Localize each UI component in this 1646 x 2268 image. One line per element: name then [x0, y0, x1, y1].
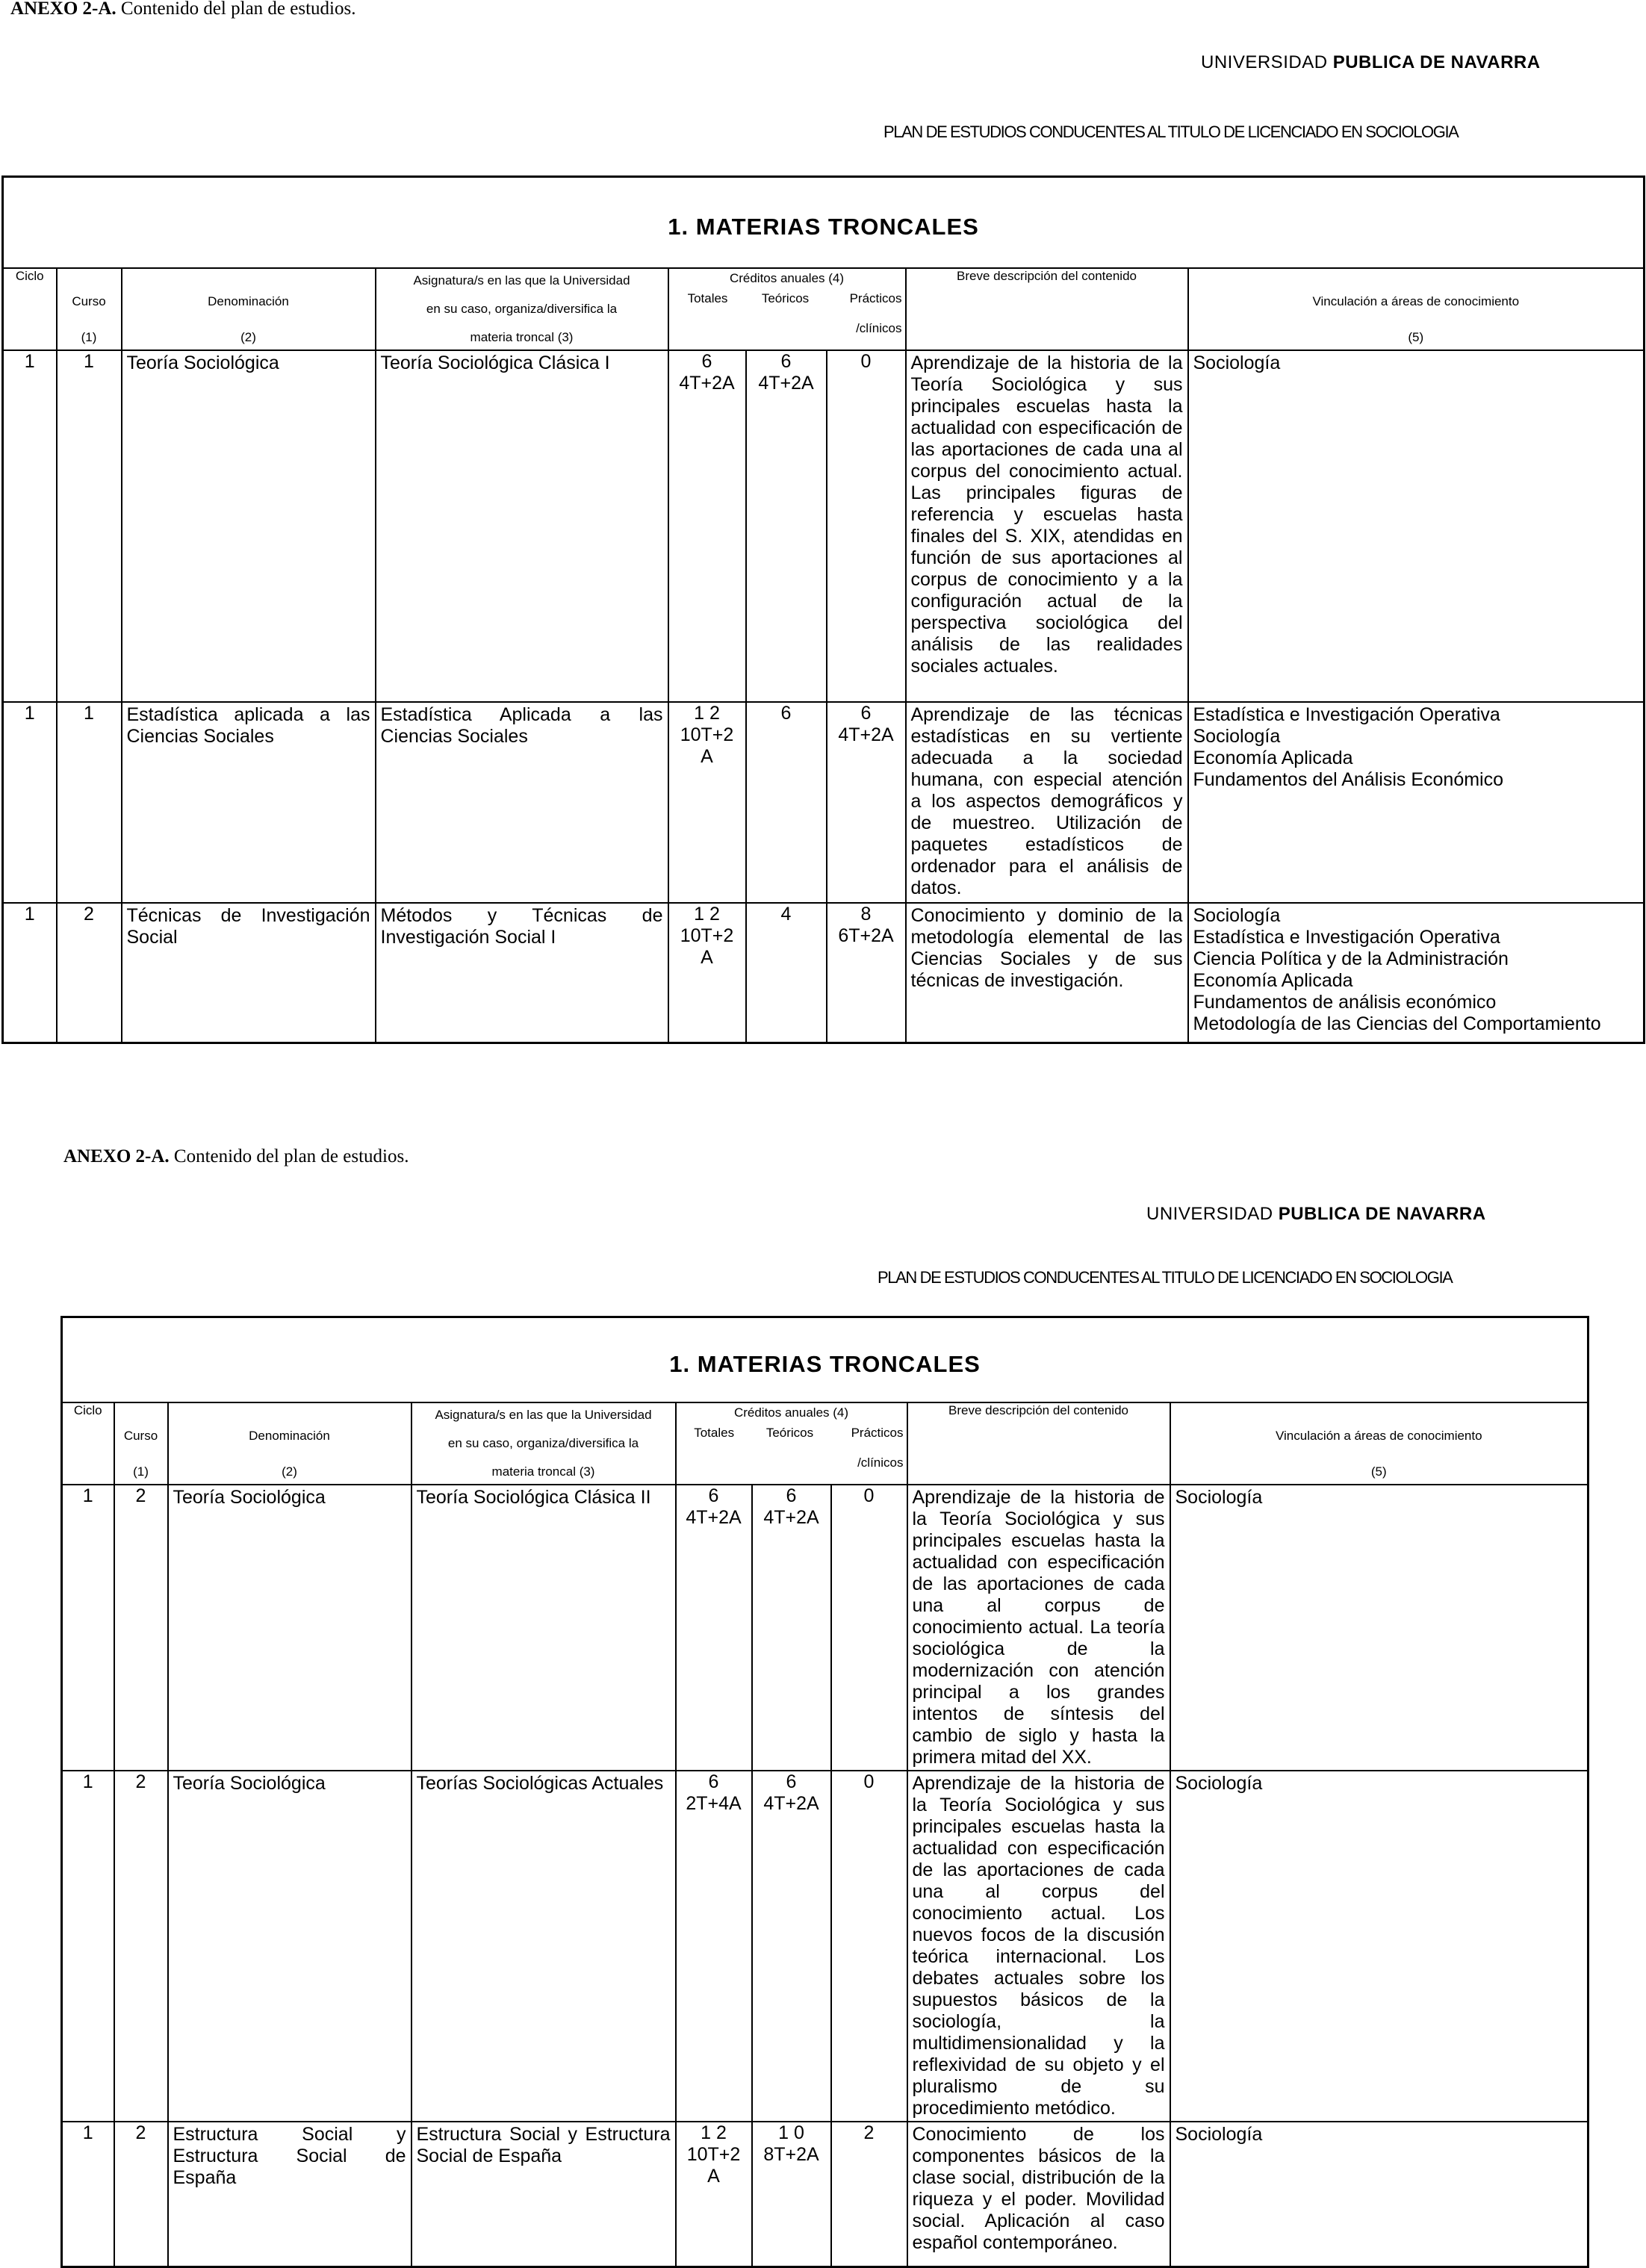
cell-denominacion: Teoría Sociológica — [168, 1485, 412, 1771]
cell-totales: 6 4T+2A — [668, 350, 746, 702]
cell-asignatura: Estructura Social y Estructura Social de España — [412, 2122, 676, 2267]
header-vinculacion: Vinculación a áreas de conocimiento (5) — [1188, 268, 1645, 350]
cell-descripcion: Conocimiento y dominio de la metodología elemental de las Ciencias Sociales y de sus técnicas de investigación. — [906, 903, 1188, 1043]
cell-asignatura: Teorías Sociológicas Actuales — [412, 1771, 676, 2122]
header-asignatura: Asignatura/s en las que la Universidad en su caso, organiza/diversifica la materia troncal (3) — [412, 1402, 676, 1485]
cell-teoricos: 6 4T+2A — [752, 1485, 831, 1771]
header-creditos: Créditos anuales (4) Totales Teóricos Prácticos /clínicos — [668, 268, 906, 350]
cell-practicos: 8 6T+2A — [827, 903, 906, 1043]
cell-asignatura: Teoría Sociológica Clásica I — [376, 350, 668, 702]
cell-curso: 2 — [114, 1485, 168, 1771]
plan-title: PLAN DE ESTUDIOS CONDUCENTES AL TITULO DE LICENCIADO EN SOCIOLOGIA — [883, 122, 1459, 141]
cell-descripcion: Aprendizaje de la historia de la Teoría Sociológica y sus principales escuelas hasta la actualidad con especificación de las aportaciones de cada una al corpus de conocimiento actual. La teoría sociológica de la modernización con atención principal a los grandes intentos de síntesis del cambio de siglo y hasta la primera mitad del XX. — [907, 1485, 1170, 1771]
university-name: UNIVERSIDAD PUBLICA DE NAVARRA — [1146, 1204, 1486, 1224]
header-vinculacion: Vinculación a áreas de conocimiento (5) — [1170, 1402, 1588, 1485]
cell-curso: 2 — [57, 903, 122, 1043]
cell-descripcion: Conocimiento de los componentes básicos de la clase social, distribución de la riqueza y el poder. Movilidad social. Aplicación al caso español contemporáneo. — [907, 2122, 1170, 2267]
cell-totales: 1 2 10T+2 A — [676, 2122, 752, 2267]
cell-asignatura: Teoría Sociológica Clásica II — [412, 1485, 676, 1771]
cell-practicos: 0 — [827, 350, 906, 702]
cell-ciclo: 1 — [62, 2122, 114, 2267]
cell-totales: 6 4T+2A — [676, 1485, 752, 1771]
cell-teoricos: 6 4T+2A — [752, 1771, 831, 2122]
cell-ciclo: 1 — [62, 1485, 114, 1771]
header-ciclo: Ciclo — [62, 1402, 114, 1485]
table-title: 1. MATERIAS TRONCALES — [62, 1317, 1588, 1403]
cell-descripcion: Aprendizaje de la historia de la Teoría Sociológica y sus principales escuelas hasta la actualidad con especificación de las aportaciones de cada una al corpus del conocimiento actual. Las principales figuras de referencia y escuelas hasta finales del S. XIX, atendidas en función de sus aportaciones al corpus de conocimiento y a la configuración actual de la perspectiva sociológica del análisis de las realidades sociales actuales. — [906, 350, 1188, 702]
cell-areas: Sociología — [1170, 1485, 1588, 1771]
header-curso: Curso (1) — [57, 268, 122, 350]
cell-totales: 6 2T+4A — [676, 1771, 752, 2122]
troncales-table-1 — [1, 175, 1645, 1044]
cell-denominacion: Estadística aplicada a las Ciencias Sociales — [122, 702, 376, 903]
cell-descripcion: Aprendizaje de la historia de la Teoría Sociológica y sus principales escuelas hasta la actualidad con especificación de las aportaciones de cada una al corpus del conocimiento actual. Los nuevos focos de la discusión teórica internacional. Los debates actuales sobre los supuestos básicos de la sociología, la multidimensionalidad y la reflexividad de su objeto y el pluralismo de su procedimiento metódico. — [907, 1771, 1170, 2122]
cell-ciclo: 1 — [3, 350, 57, 702]
cell-ciclo: 1 — [62, 1771, 114, 2122]
header-asignatura: Asignatura/s en las que la Universidad en su caso, organiza/diversifica la materia troncal (3) — [376, 268, 668, 350]
header-breve: Breve descripción del contenido — [906, 268, 1188, 350]
cell-teoricos: 4 — [746, 903, 827, 1043]
table-header-row — [62, 1402, 1588, 1485]
cell-teoricos: 1 0 8T+2A — [752, 2122, 831, 2267]
cell-areas: Sociología — [1170, 1771, 1588, 2122]
table-row — [3, 903, 1645, 1043]
annex-heading: ANEXO 2-A. Contenido del plan de estudios. — [10, 0, 356, 19]
cell-teoricos: 6 — [746, 702, 827, 903]
cell-asignatura: Métodos y Técnicas de Investigación Social I — [376, 903, 668, 1043]
header-ciclo: Ciclo — [3, 268, 57, 350]
troncales-table-2 — [60, 1316, 1589, 2268]
cell-totales: 1 2 10T+2 A — [668, 903, 746, 1043]
cell-denominacion: Teoría Sociológica — [168, 1771, 412, 2122]
cell-practicos: 0 — [831, 1771, 907, 2122]
cell-curso: 1 — [57, 350, 122, 702]
plan-title: PLAN DE ESTUDIOS CONDUCENTES AL TITULO DE LICENCIADO EN SOCIOLOGIA — [878, 1268, 1453, 1287]
cell-totales: 1 2 10T+2 A — [668, 702, 746, 903]
cell-asignatura: Estadística Aplicada a las Ciencias Sociales — [376, 702, 668, 903]
header-denominacion: Denominación (2) — [168, 1402, 412, 1485]
cell-ciclo: 1 — [3, 702, 57, 903]
table-row — [62, 1485, 1588, 1771]
cell-curso: 1 — [57, 702, 122, 903]
cell-curso: 2 — [114, 2122, 168, 2267]
cell-denominacion: Estructura Social y Estructura Social de España — [168, 2122, 412, 2267]
cell-descripcion: Aprendizaje de las técnicas estadísticas en su vertiente adecuada a la sociedad humana, con especial atención a los aspectos demográficos y de muestreo. Utilización de paquetes estadísticos de ordenador para el análisis de datos. — [906, 702, 1188, 903]
cell-curso: 2 — [114, 1771, 168, 2122]
cell-practicos: 0 — [831, 1485, 907, 1771]
cell-teoricos: 6 4T+2A — [746, 350, 827, 702]
cell-areas: Sociología Estadística e Investigación Operativa Ciencia Política y de la Administración Economía Aplicada Fundamentos de análisis económico Metodología de las Ciencias del Comportamiento — [1188, 903, 1645, 1043]
table-row — [3, 350, 1645, 702]
table-row — [3, 702, 1645, 903]
cell-areas: Sociología — [1170, 2122, 1588, 2267]
header-curso: Curso (1) — [114, 1402, 168, 1485]
university-name: UNIVERSIDAD PUBLICA DE NAVARRA — [1201, 52, 1541, 72]
cell-practicos: 2 — [831, 2122, 907, 2267]
cell-denominacion: Técnicas de Investigación Social — [122, 903, 376, 1043]
cell-denominacion: Teoría Sociológica — [122, 350, 376, 702]
table-row — [62, 1771, 1588, 2122]
cell-ciclo: 1 — [3, 903, 57, 1043]
table-header-row — [3, 268, 1645, 350]
cell-areas: Estadística e Investigación Operativa Sociología Economía Aplicada Fundamentos del Análisis Económico — [1188, 702, 1645, 903]
table-row — [62, 2122, 1588, 2267]
header-denominacion: Denominación (2) — [122, 268, 376, 350]
cell-areas: Sociología — [1188, 350, 1645, 702]
header-creditos: Créditos anuales (4) Totales Teóricos Prácticos /clínicos — [676, 1402, 907, 1485]
header-breve: Breve descripción del contenido — [907, 1402, 1170, 1485]
table-title: 1. MATERIAS TRONCALES — [3, 177, 1645, 269]
cell-practicos: 6 4T+2A — [827, 702, 906, 903]
annex-heading: ANEXO 2-A. Contenido del plan de estudios. — [63, 1146, 409, 1166]
